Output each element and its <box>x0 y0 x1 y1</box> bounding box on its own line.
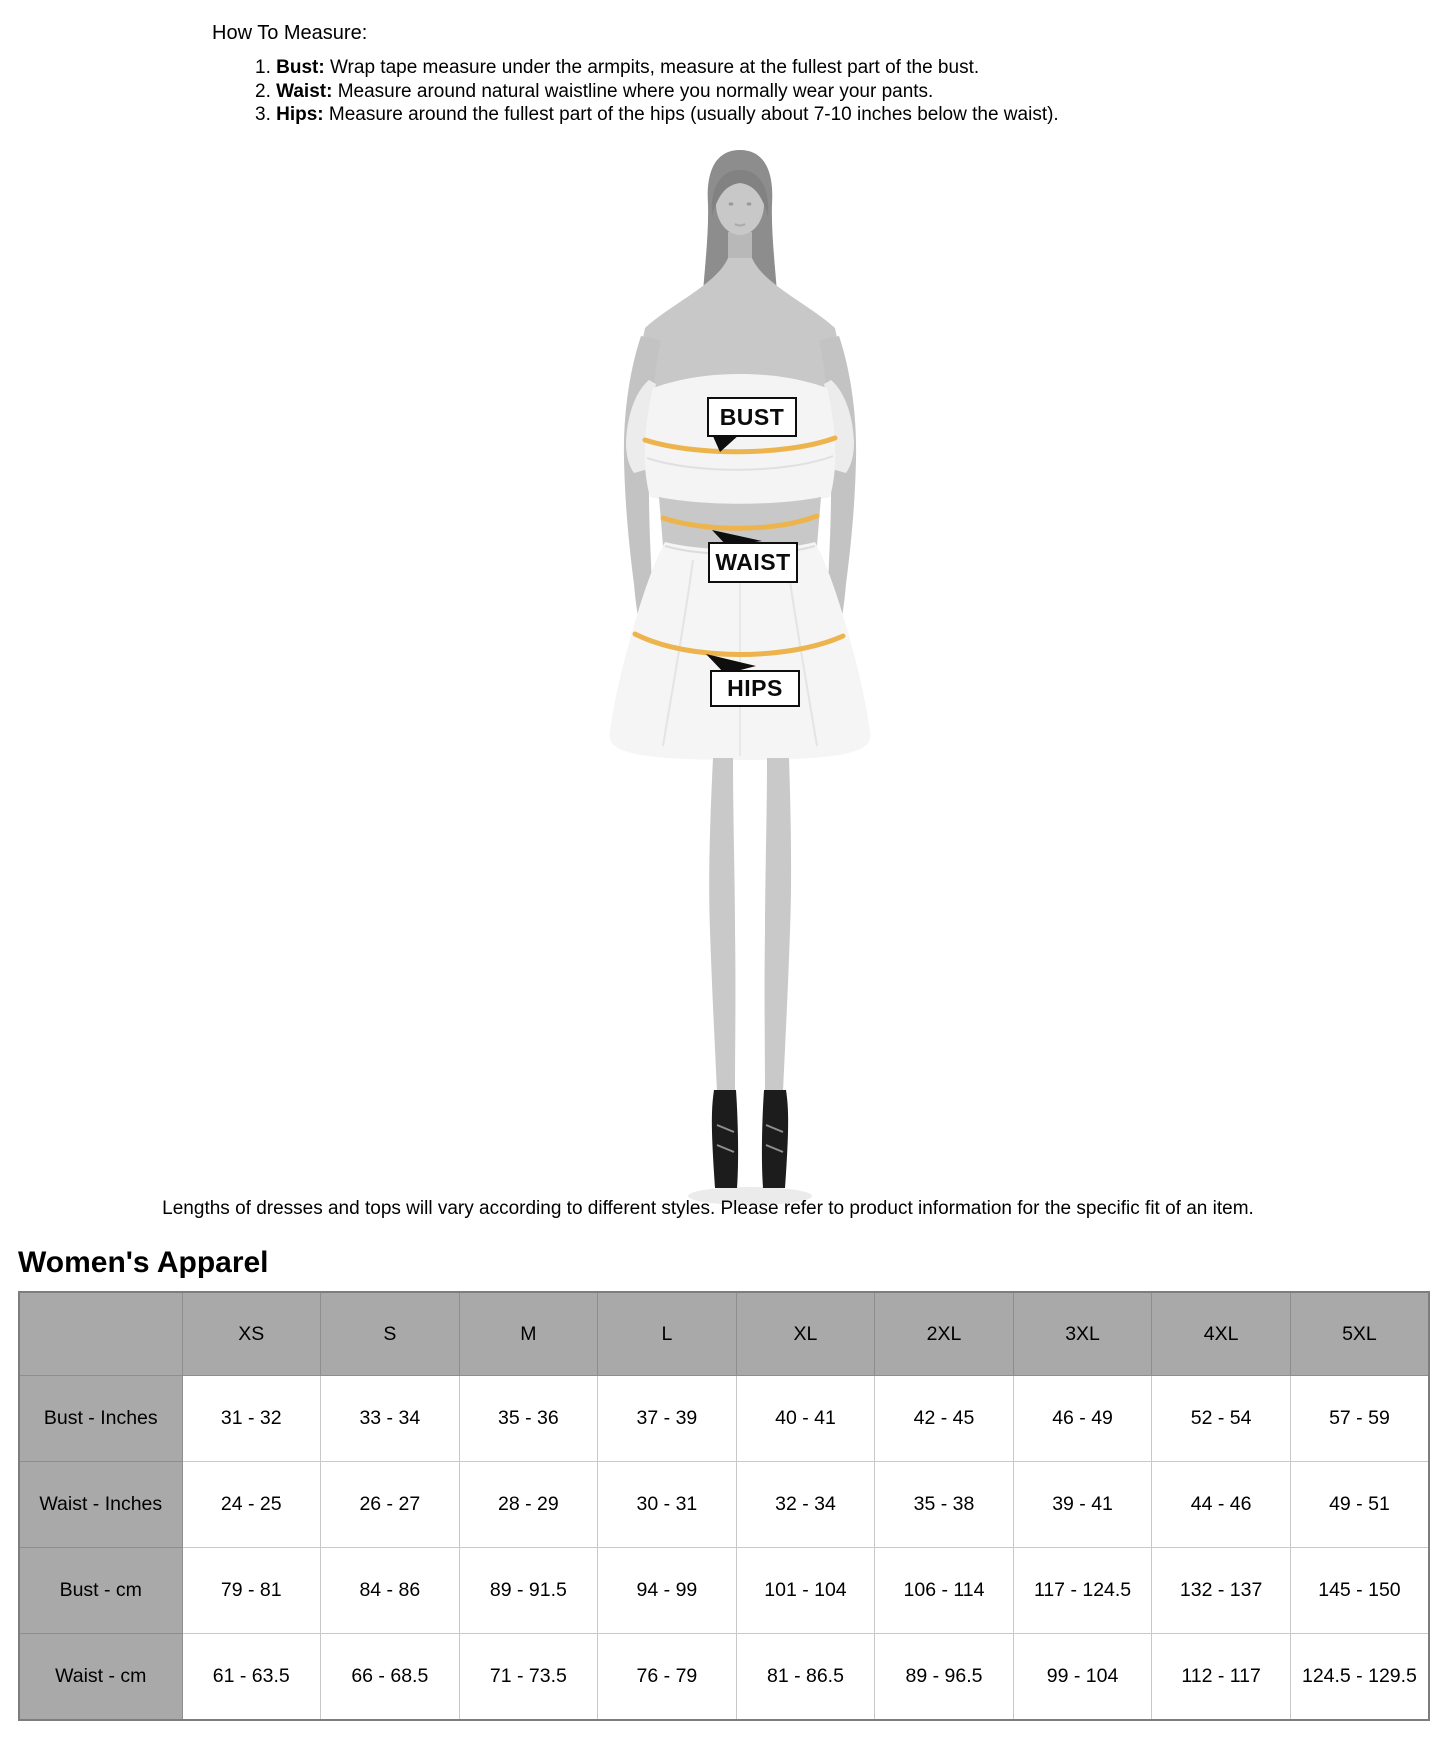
size-value-cell: 30 - 31 <box>598 1462 737 1548</box>
instruction-text: Measure around the fullest part of the hips (usually about 7-10 inches below the waist). <box>323 104 1059 125</box>
measure-instructions <box>255 56 1059 127</box>
waist-label: WAIST <box>708 542 798 583</box>
instruction-number: 1. <box>255 57 277 78</box>
size-column-header-xl: XL <box>736 1292 875 1376</box>
size-value-cell: 44 - 46 <box>1152 1462 1291 1548</box>
size-value-cell: 49 - 51 <box>1290 1462 1429 1548</box>
size-column-header-s: S <box>321 1292 460 1376</box>
instruction-term: Waist: <box>276 80 333 102</box>
row-label: Bust - cm <box>19 1548 182 1634</box>
size-table-row <box>19 1462 1429 1548</box>
size-value-cell: 99 - 104 <box>1013 1634 1152 1721</box>
size-value-cell: 40 - 41 <box>736 1376 875 1462</box>
size-column-header-2xl: 2XL <box>875 1292 1014 1376</box>
size-column-header-5xl: 5XL <box>1290 1292 1429 1376</box>
size-value-cell: 81 - 86.5 <box>736 1634 875 1721</box>
size-value-cell: 71 - 73.5 <box>459 1634 598 1721</box>
size-value-cell: 46 - 49 <box>1013 1376 1152 1462</box>
size-chart-table <box>18 1291 1430 1721</box>
size-value-cell: 101 - 104 <box>736 1548 875 1634</box>
size-table-row <box>19 1634 1429 1721</box>
size-table-body <box>19 1376 1429 1721</box>
instruction-item-bust <box>255 56 1059 80</box>
size-value-cell: 89 - 91.5 <box>459 1548 598 1634</box>
size-value-cell: 117 - 124.5 <box>1013 1548 1152 1634</box>
size-value-cell: 28 - 29 <box>459 1462 598 1548</box>
hips-label: HIPS <box>710 670 800 707</box>
size-column-header-4xl: 4XL <box>1152 1292 1291 1376</box>
size-value-cell: 84 - 86 <box>321 1548 460 1634</box>
size-value-cell: 37 - 39 <box>598 1376 737 1462</box>
size-value-cell: 106 - 114 <box>875 1548 1014 1634</box>
size-column-header-3xl: 3XL <box>1013 1292 1152 1376</box>
size-value-cell: 76 - 79 <box>598 1634 737 1721</box>
bust-label: BUST <box>707 397 797 437</box>
size-value-cell: 24 - 25 <box>182 1462 321 1548</box>
instruction-number: 2. <box>255 80 277 102</box>
size-value-cell: 94 - 99 <box>598 1548 737 1634</box>
size-corner-cell <box>19 1292 182 1376</box>
size-value-cell: 26 - 27 <box>321 1462 460 1548</box>
size-value-cell: 33 - 34 <box>321 1376 460 1462</box>
size-value-cell: 66 - 68.5 <box>321 1634 460 1721</box>
size-column-header-l: L <box>598 1292 737 1376</box>
instruction-text: Wrap tape measure under the armpits, measure at the fullest part of the bust. <box>324 57 980 78</box>
size-value-cell: 124.5 - 129.5 <box>1290 1634 1429 1721</box>
size-value-cell: 79 - 81 <box>182 1548 321 1634</box>
size-value-cell: 32 - 34 <box>736 1462 875 1548</box>
size-value-cell: 112 - 117 <box>1152 1634 1291 1721</box>
size-value-cell: 61 - 63.5 <box>182 1634 321 1721</box>
instruction-item-hips <box>255 103 1059 127</box>
size-value-cell: 145 - 150 <box>1290 1548 1429 1634</box>
row-label: Bust - Inches <box>19 1376 182 1462</box>
size-column-header-xs: XS <box>182 1292 321 1376</box>
size-value-cell: 42 - 45 <box>875 1376 1014 1462</box>
size-value-cell: 89 - 96.5 <box>875 1634 1014 1721</box>
row-label: Waist - Inches <box>19 1462 182 1548</box>
instruction-number: 3. <box>255 104 277 125</box>
size-value-cell: 35 - 38 <box>875 1462 1014 1548</box>
size-value-cell: 35 - 36 <box>459 1376 598 1462</box>
fit-note: Lengths of dresses and tops will vary according to different styles. Please refer to product information for the specific fit of an item. <box>162 1198 1254 1219</box>
instruction-item-waist <box>255 80 1059 104</box>
size-column-header-m: M <box>459 1292 598 1376</box>
apparel-heading: Women's Apparel <box>18 1246 269 1279</box>
size-header-row <box>19 1292 1429 1376</box>
howto-title: How To Measure: <box>212 22 368 44</box>
size-table-row <box>19 1376 1429 1462</box>
size-value-cell: 57 - 59 <box>1290 1376 1429 1462</box>
instruction-term: Hips: <box>276 104 324 125</box>
size-value-cell: 52 - 54 <box>1152 1376 1291 1462</box>
size-table-row <box>19 1548 1429 1634</box>
model-figure <box>585 140 895 1215</box>
size-value-cell: 31 - 32 <box>182 1376 321 1462</box>
instruction-text: Measure around natural waistline where you normally wear your pants. <box>332 80 934 102</box>
size-value-cell: 39 - 41 <box>1013 1462 1152 1548</box>
row-label: Waist - cm <box>19 1634 182 1721</box>
size-value-cell: 132 - 137 <box>1152 1548 1291 1634</box>
instruction-term: Bust: <box>276 57 325 78</box>
